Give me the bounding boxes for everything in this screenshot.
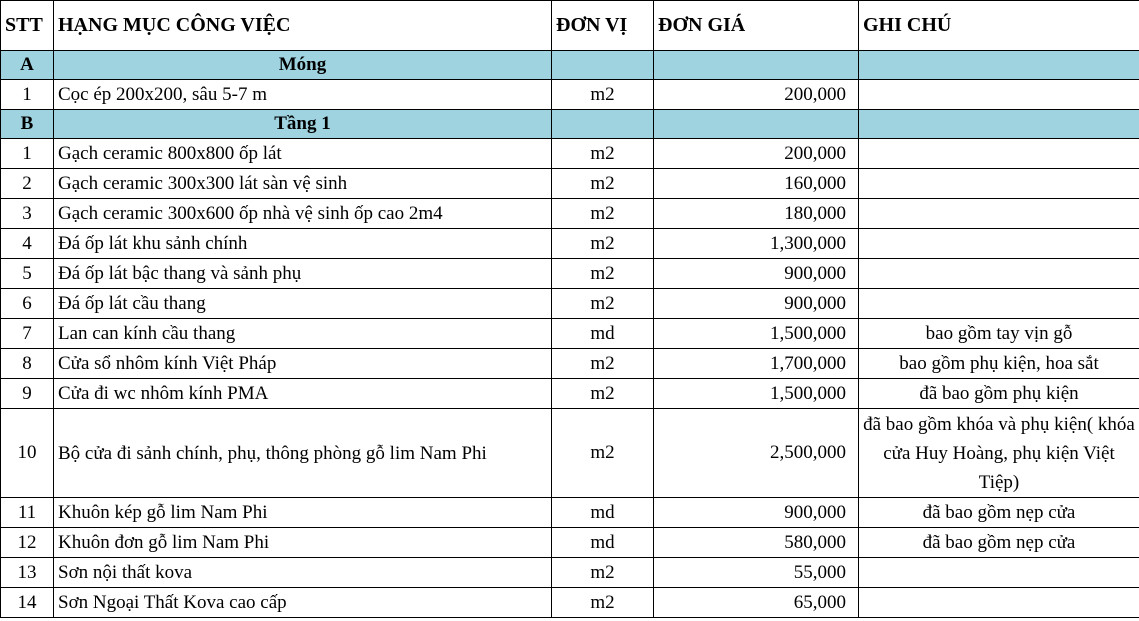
row-unit: m2 (552, 139, 654, 169)
row-item: Đá ốp lát bậc thang và sảnh phụ (54, 259, 552, 289)
row-item: Bộ cửa đi sảnh chính, phụ, thông phòng gỗ lim Nam Phi (54, 409, 552, 498)
row-stt: 10 (1, 409, 54, 498)
row-price: 180,000 (654, 199, 859, 229)
row-unit: m2 (552, 588, 654, 618)
table-row (1, 349, 1139, 379)
table-row (1, 229, 1139, 259)
table-row (1, 498, 1139, 528)
row-unit: m2 (552, 259, 654, 289)
row-unit: m2 (552, 349, 654, 379)
section-row-a (1, 51, 1139, 80)
row-item: Gạch ceramic 800x800 ốp lát (54, 139, 552, 169)
row-price: 580,000 (654, 528, 859, 558)
row-price: 65,000 (654, 588, 859, 618)
row-stt: 1 (1, 80, 54, 110)
row-price: 200,000 (654, 80, 859, 110)
row-price: 1,500,000 (654, 379, 859, 409)
row-price: 1,300,000 (654, 229, 859, 259)
row-stt: 12 (1, 528, 54, 558)
row-price: 2,500,000 (654, 409, 859, 498)
row-unit: m2 (552, 409, 654, 498)
row-note (859, 259, 1139, 289)
row-note (859, 169, 1139, 199)
table-row (1, 588, 1139, 618)
row-unit: m2 (552, 229, 654, 259)
row-item: Khuôn kép gỗ lim Nam Phi (54, 498, 552, 528)
section-stt: B (1, 110, 54, 139)
row-stt: 5 (1, 259, 54, 289)
table-row (1, 80, 1139, 110)
row-stt: 1 (1, 139, 54, 169)
row-unit: m2 (552, 80, 654, 110)
row-note (859, 229, 1139, 259)
row-stt: 13 (1, 558, 54, 588)
row-item: Cọc ép 200x200, sâu 5-7 m (54, 80, 552, 110)
row-stt: 11 (1, 498, 54, 528)
row-note: bao gồm tay vịn gỗ (859, 319, 1139, 349)
row-item: Sơn nội thất kova (54, 558, 552, 588)
table-row (1, 199, 1139, 229)
row-stt: 14 (1, 588, 54, 618)
row-item: Đá ốp lát cầu thang (54, 289, 552, 319)
row-unit: m2 (552, 379, 654, 409)
row-note (859, 139, 1139, 169)
section-title: Tầng 1 (54, 110, 552, 139)
row-stt: 3 (1, 199, 54, 229)
header-price: ĐƠN GIÁ (654, 1, 859, 51)
section-title: Móng (54, 51, 552, 80)
row-price: 1,500,000 (654, 319, 859, 349)
row-item: Khuôn đơn gỗ lim Nam Phi (54, 528, 552, 558)
header-note: GHI CHÚ (859, 1, 1139, 51)
row-stt: 4 (1, 229, 54, 259)
table-row (1, 319, 1139, 349)
row-price: 900,000 (654, 498, 859, 528)
section-row-b (1, 110, 1139, 139)
table-row (1, 169, 1139, 199)
row-item: Lan can kính cầu thang (54, 319, 552, 349)
row-item: Đá ốp lát khu sảnh chính (54, 229, 552, 259)
row-item: Sơn Ngoại Thất Kova cao cấp (54, 588, 552, 618)
row-item: Gạch ceramic 300x300 lát sàn vệ sinh (54, 169, 552, 199)
row-unit: md (552, 498, 654, 528)
table-row (1, 558, 1139, 588)
row-item: Cửa đi wc nhôm kính PMA (54, 379, 552, 409)
row-stt: 6 (1, 289, 54, 319)
row-stt: 9 (1, 379, 54, 409)
row-note (859, 289, 1139, 319)
row-unit: m2 (552, 289, 654, 319)
row-price: 1,700,000 (654, 349, 859, 379)
header-unit: ĐƠN VỊ (552, 1, 654, 51)
row-price: 200,000 (654, 139, 859, 169)
row-note (859, 558, 1139, 588)
row-note: bao gồm phụ kiện, hoa sắt (859, 349, 1139, 379)
row-note (859, 80, 1139, 110)
row-unit: md (552, 319, 654, 349)
row-note: đã bao gồm nẹp cửa (859, 528, 1139, 558)
table-row (1, 289, 1139, 319)
header-item: HẠNG MỤC CÔNG VIỆC (54, 1, 552, 51)
row-note: đã bao gồm phụ kiện (859, 379, 1139, 409)
table-row (1, 259, 1139, 289)
row-stt: 7 (1, 319, 54, 349)
row-price: 55,000 (654, 558, 859, 588)
table-row (1, 139, 1139, 169)
row-note (859, 199, 1139, 229)
row-unit: m2 (552, 558, 654, 588)
table-row (1, 409, 1139, 498)
header-row (1, 1, 1139, 51)
row-stt: 2 (1, 169, 54, 199)
row-unit: m2 (552, 199, 654, 229)
row-item: Cửa sổ nhôm kính Việt Pháp (54, 349, 552, 379)
table-row (1, 528, 1139, 558)
row-stt: 8 (1, 349, 54, 379)
row-unit: md (552, 528, 654, 558)
row-price: 900,000 (654, 259, 859, 289)
row-note: đã bao gồm nẹp cửa (859, 498, 1139, 528)
table-row (1, 379, 1139, 409)
row-price: 900,000 (654, 289, 859, 319)
row-note: đã bao gồm khóa và phụ kiện( khóa cửa Huy Hoàng, phụ kiện Việt Tiệp) (859, 409, 1139, 498)
row-unit: m2 (552, 169, 654, 199)
row-price: 160,000 (654, 169, 859, 199)
row-item: Gạch ceramic 300x600 ốp nhà vệ sinh ốp cao 2m4 (54, 199, 552, 229)
section-stt: A (1, 51, 54, 80)
header-stt: STT (1, 1, 54, 51)
row-note (859, 588, 1139, 618)
